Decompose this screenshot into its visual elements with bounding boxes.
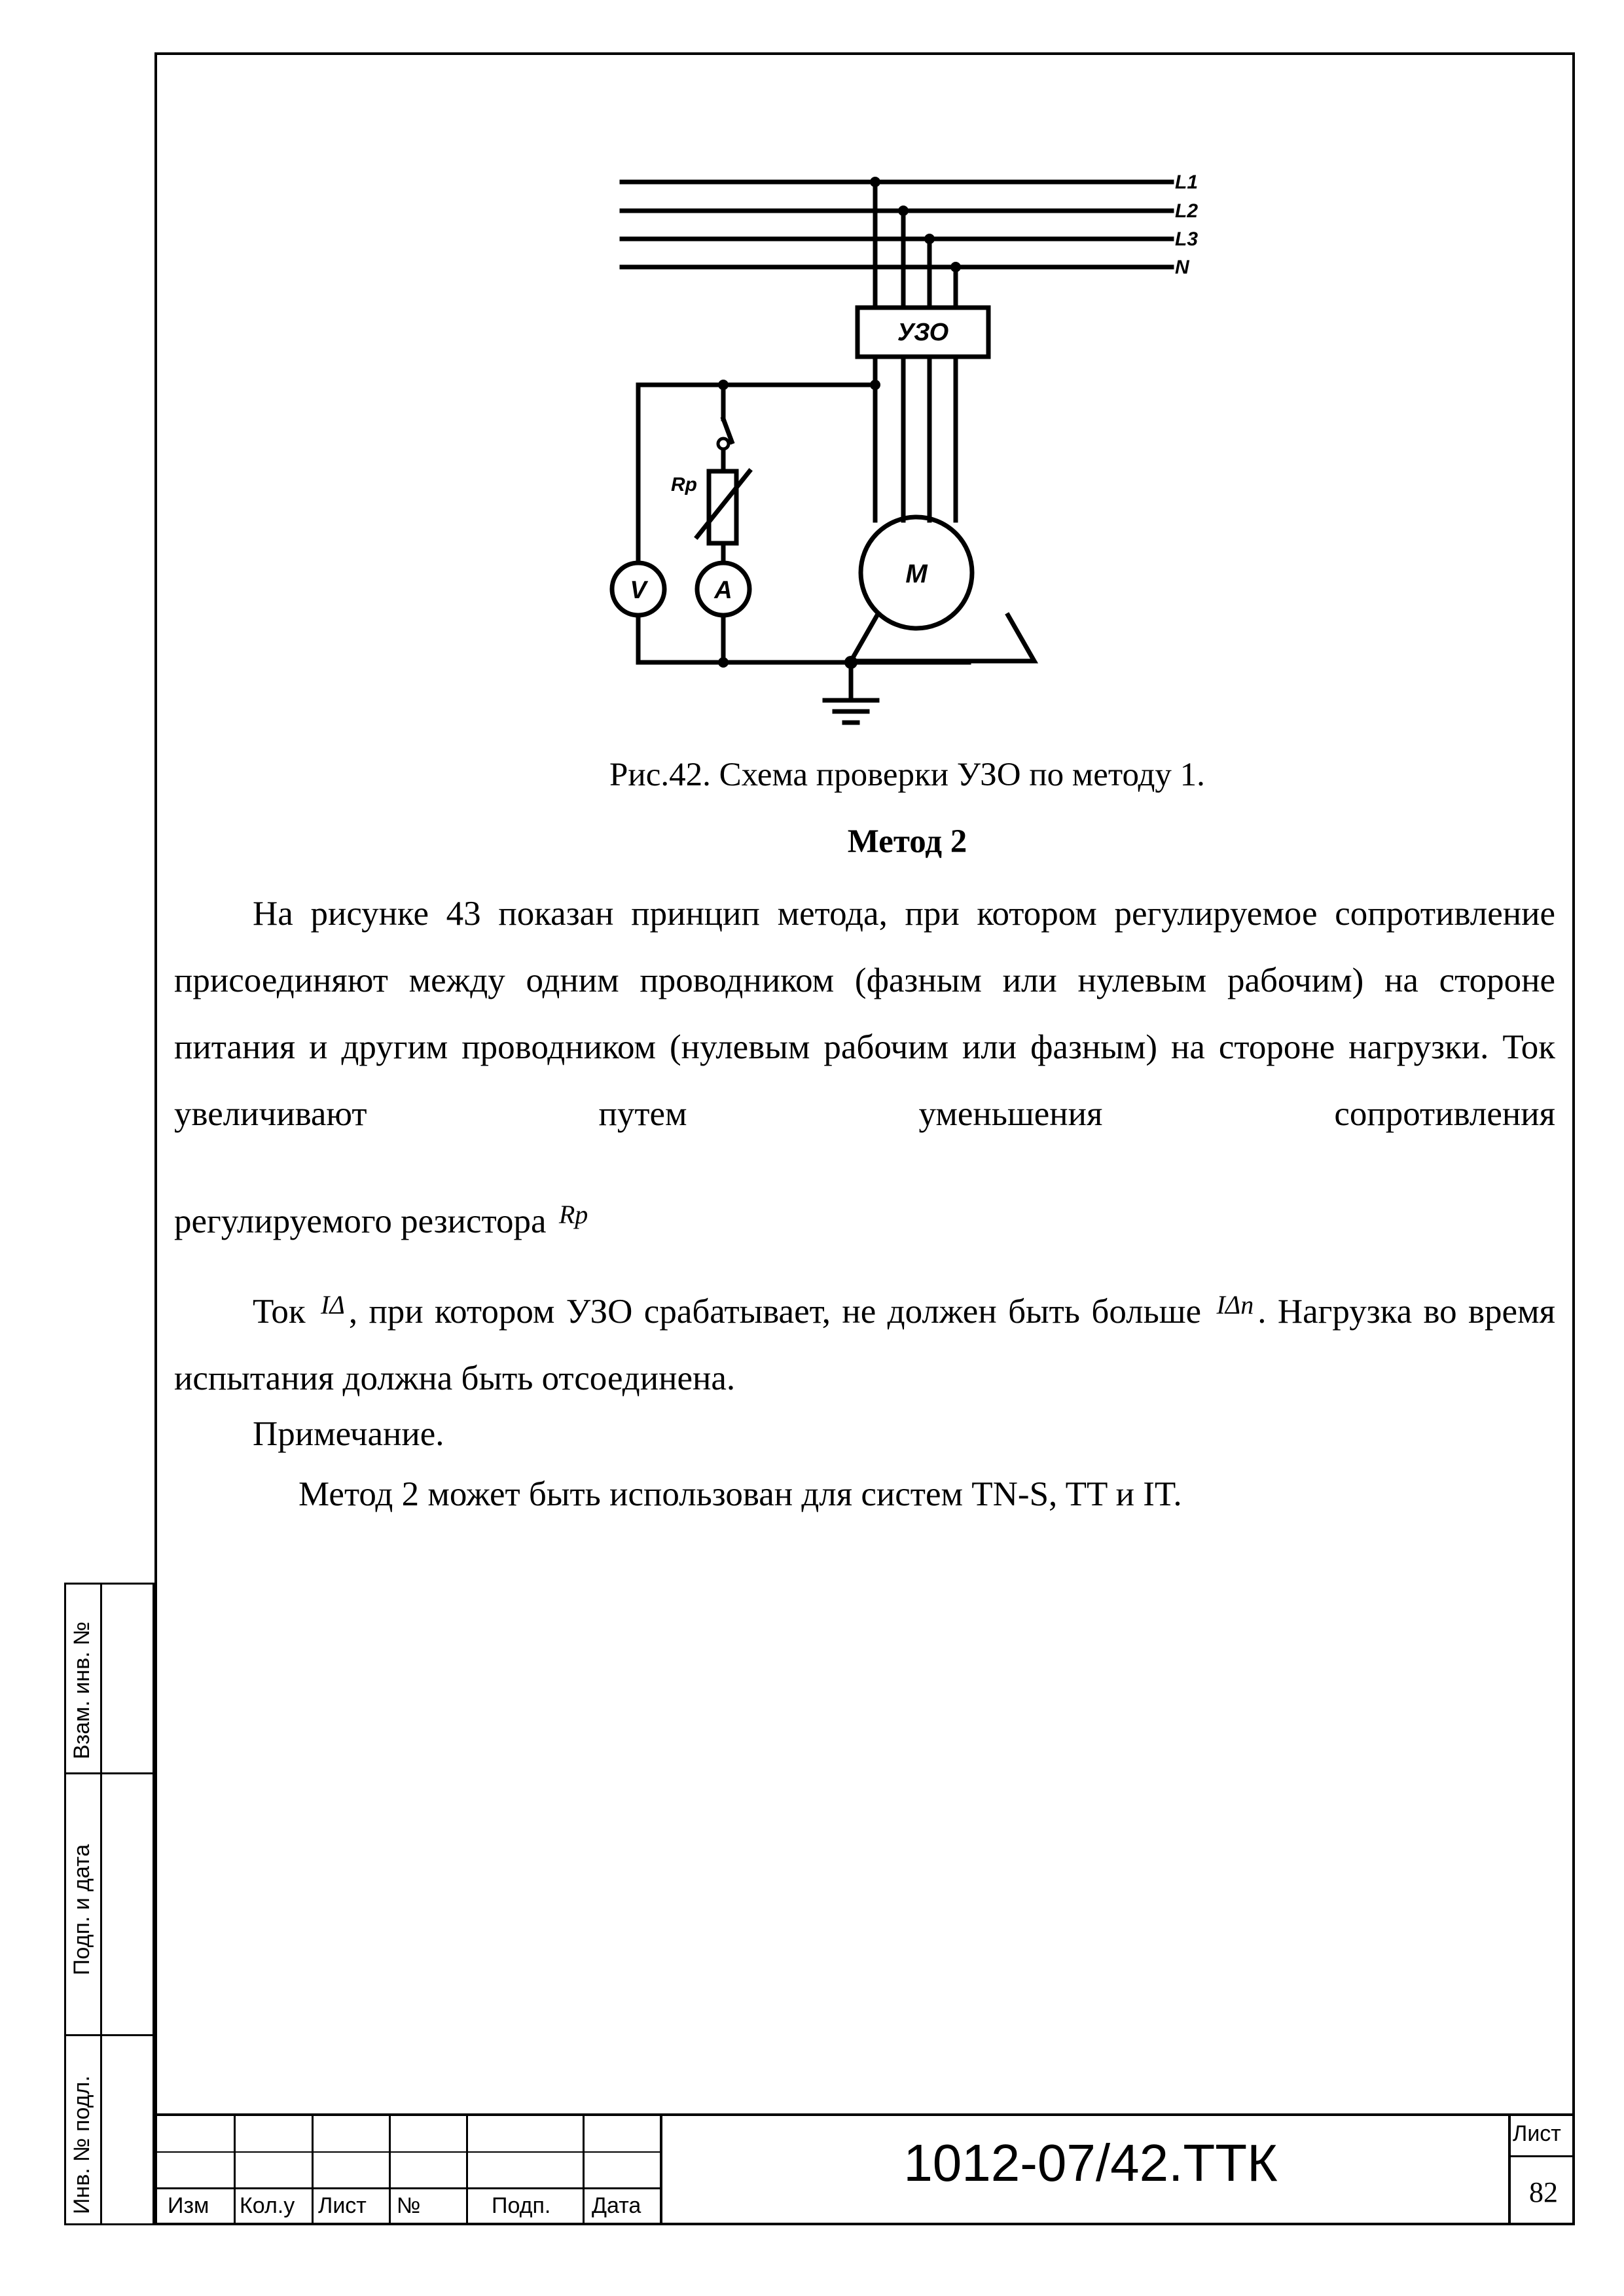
label-l1: L1 <box>1175 171 1199 193</box>
paragraph-1: На рисунке 43 показан принцип метода, при котором регулируемое сопротивление присоединяют между одним проводником (фазным или нулевым рабочим) на стороне питания и другим проводником (нулевым рабочим или фазным) на стороне нагрузки. Ток увеличивают путем уменьшения сопротивления <box>174 895 1555 1133</box>
section-heading: Метод 2 <box>847 823 967 860</box>
sidebar-vzam-inv: Взам. инв. № <box>69 1621 94 1759</box>
label-l2: L2 <box>1175 200 1199 222</box>
symbol-i-delta-n: IΔn <box>1216 1290 1254 1319</box>
paragraph-2 <box>174 1272 1555 1412</box>
figure-caption: Рис.42. Схема проверки УЗО по методу 1. <box>609 757 1205 793</box>
motor-label: M <box>905 560 928 588</box>
sidebar-inv-podl: Инв. № подл. <box>69 2075 94 2214</box>
col-list: Лист <box>318 2193 367 2218</box>
col-data: Дата <box>592 2193 641 2218</box>
note-label: Примечание. <box>253 1415 444 1453</box>
p2-part2: , при котором УЗО срабатывает, не должен быть больше <box>348 1293 1202 1331</box>
label-l3: L3 <box>1175 228 1199 250</box>
symbol-i-delta: IΔ <box>321 1290 345 1319</box>
p2-part1: Ток <box>253 1293 306 1331</box>
sheet-label: Лист <box>1513 2121 1561 2146</box>
sheet-number: 82 <box>1529 2176 1558 2208</box>
title-block <box>154 2113 1575 2225</box>
col-podp: Подп. <box>492 2193 551 2218</box>
voltmeter-label: V <box>630 577 647 604</box>
note-text: Метод 2 может быть использован для систем TN-S, TT и IT. <box>298 1475 1182 1513</box>
circuit-diagram <box>589 157 1211 733</box>
resistor-label: Rp <box>671 474 697 495</box>
side-stamp <box>64 1583 154 2225</box>
rcd-label: УЗО <box>897 319 949 346</box>
col-num: № <box>397 2193 421 2218</box>
paragraph-1-end <box>174 1181 1555 1255</box>
label-n: N <box>1175 257 1189 278</box>
sidebar-podp-data: Подп. и дата <box>69 1844 94 1975</box>
p2-part3: . Нагрузка во время испытания должна быть отсоединена. <box>174 1293 1555 1397</box>
symbol-rp: Rp <box>558 1200 588 1229</box>
col-kol-uch: Кол.у <box>240 2193 295 2218</box>
ammeter-label: A <box>714 577 732 604</box>
paragraph-1-end-text: регулируемого резистора <box>174 1202 547 1240</box>
col-izm: Изм <box>168 2193 209 2218</box>
document-code: 1012-07/42.ТТК <box>903 2134 1278 2192</box>
